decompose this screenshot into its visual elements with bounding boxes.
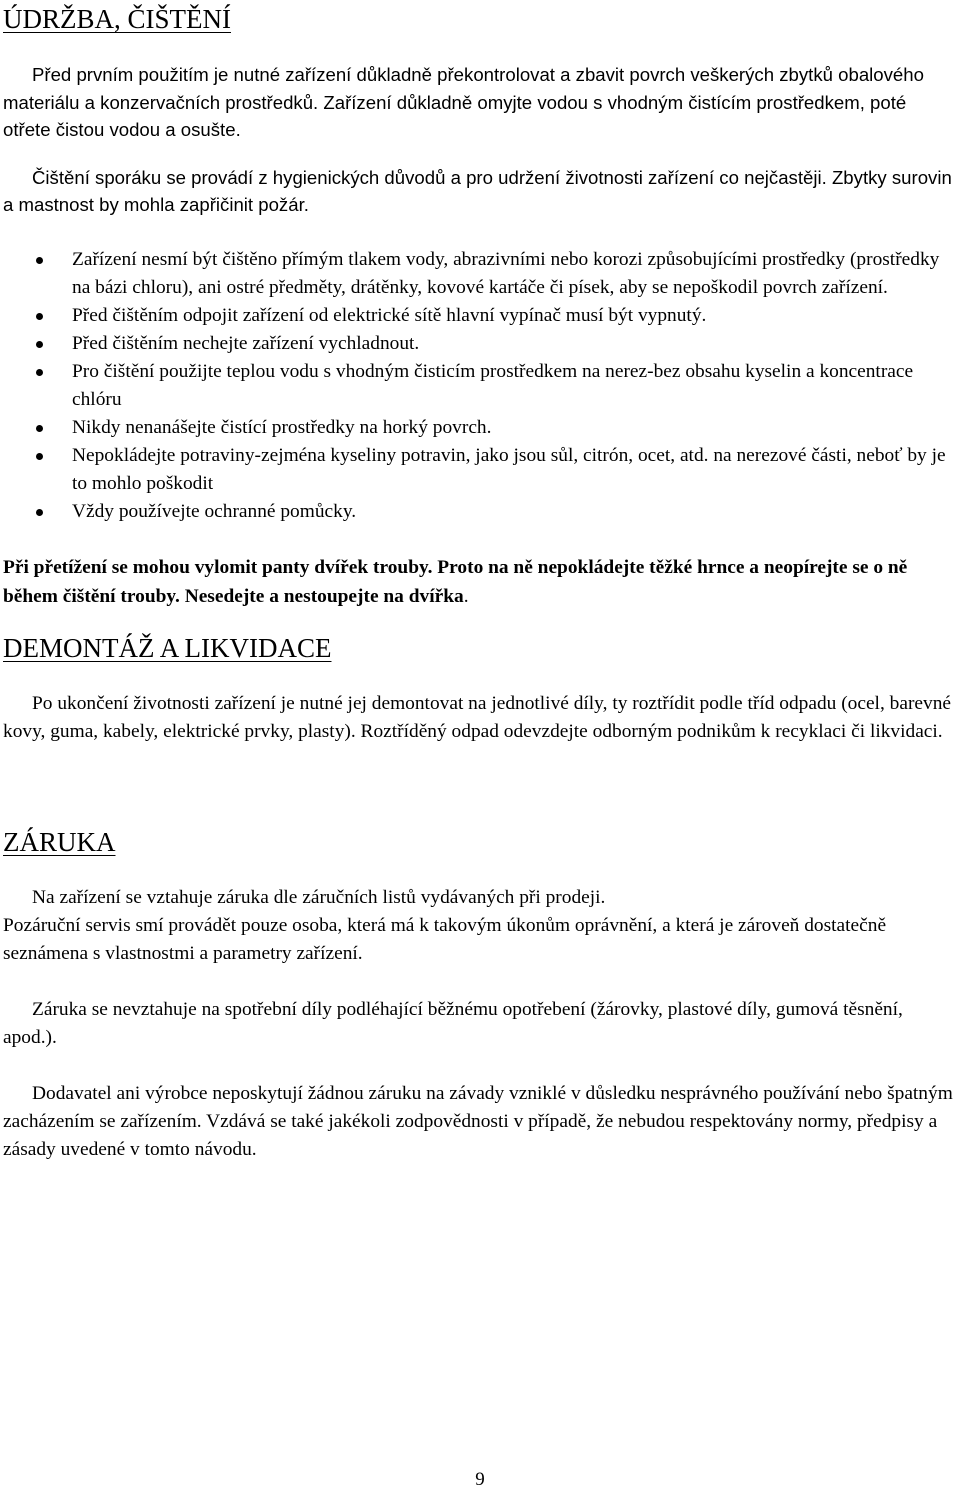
bullet-icon — [36, 257, 43, 264]
cleaning-title: ÚDRŽBA, ČIŠTĚNÍ — [3, 4, 231, 34]
warranty-line-1: Na zařízení se vztahuje záruka dle záručních listů vydávaných při prodeji. — [32, 886, 606, 908]
list-item-text: Nikdy nenanášejte čistící prostředky na horký povrch. — [72, 416, 492, 438]
list-item-text: Před čištěním nechejte zařízení vychladnout. — [72, 332, 420, 354]
bullet-icon — [36, 369, 43, 376]
list-item-text: Pro čištění použijte teplou vodu s vhodným čisticím prostředkem na nerez-bez obsahu kyselin a koncentrace chlóru — [72, 360, 914, 410]
bullet-icon — [36, 313, 43, 320]
warranty-para-3: Dodavatel ani výrobce neposkytují žádnou záruku na závady vzniklé v důsledku nesprávného používání nebo špatným zacházením se zařízením. Vzdává se také jakékoli zodpovědnosti v případě, že nebudou respektovány normy, předpisy a zásady uvedené v tomto návodu. — [3, 1082, 953, 1160]
cleaning-intro-1: Před prvním použitím je nutné zařízení důkladně překontrolovat a zbavit povrch veškerých zbytků obalového materiálu a konzervačních prostředků. Zařízení důkladně omyjte vodou s vhodným čistícím prostředkem, poté otřete čistou vodou a osušte. — [3, 64, 924, 140]
disposal-title: DEMONTÁŽ A LIKVIDACE — [3, 632, 332, 663]
list-item-text: Nepokládejte potraviny-zejména kyseliny potravin, jako jsou sůl, citrón, ocet, atd. na nerezové části, neboť by je to mohlo poškodit — [72, 444, 946, 494]
warning-end: . — [463, 585, 469, 607]
cleaning-warning — [3, 553, 958, 611]
warranty-title: ZÁRUKA — [3, 826, 116, 857]
list-item — [3, 302, 958, 330]
list-item-text: Zařízení nesmí být čištěno přímým tlakem vody, abrazivními nebo korozi způsobujícími prostředky (prostředky na bázi chloru), ani ostré předměty, drátěnky, kovové kartáče či písek, aby se nepoškodil povrch zařízení. — [72, 248, 940, 298]
list-item-text: Vždy používejte ochranné pomůcky. — [72, 500, 357, 522]
disposal-text: Po ukončení životnosti zařízení je nutné jej demontovat na jednotlivé díly, ty roztřídit podle tříd odpadu (ocel, barevné kovy, guma, kabely, elektrické prvky, plasty). Roztříděný odpad odevzdejte odborným podnikům k recyklaci či likvidaci. — [3, 692, 951, 742]
warning-text: Při přetížení se mohou vylomit panty dvířek trouby. Proto na ně nepokládejte těžké hrnce a neopírejte se o ně během čištění trouby. Nesedejte a nestoupejte na dvířka — [3, 556, 908, 607]
list-item — [3, 498, 958, 526]
cleaning-intro-2: Čištění sporáku se provádí z hygienických důvodů a pro udržení životnosti zařízení co nejčastěji. Zbytky surovin a mastnost by mohla zapřičinit požár. — [3, 166, 952, 215]
list-item — [3, 246, 958, 302]
warranty-para-2: Záruka se nevztahuje na spotřební díly podléhající běžnému opotřebení (žárovky, plastové díly, gumová těsnění, apod.). — [3, 998, 903, 1048]
warranty-line-2: Pozáruční servis smí provádět pouze osoba, která má k takovým úkonům oprávnění, a která je zároveň dostatečně seznámena s vlastnostmi a parametry zařízení. — [3, 914, 887, 964]
bullet-icon — [36, 341, 43, 348]
list-item — [3, 414, 958, 442]
page-number: 9 — [475, 1469, 485, 1490]
list-item — [3, 358, 958, 414]
list-item — [3, 442, 958, 498]
cleaning-bullet-list — [3, 246, 958, 526]
list-item — [3, 330, 958, 358]
bullet-icon — [36, 453, 43, 460]
list-item-text: Před čištěním odpojit zařízení od elektrické sítě hlavní vypínač musí být vypnutý. — [72, 304, 707, 326]
document-page — [3, 0, 958, 1164]
bullet-icon — [36, 425, 43, 432]
bullet-icon — [36, 509, 43, 516]
